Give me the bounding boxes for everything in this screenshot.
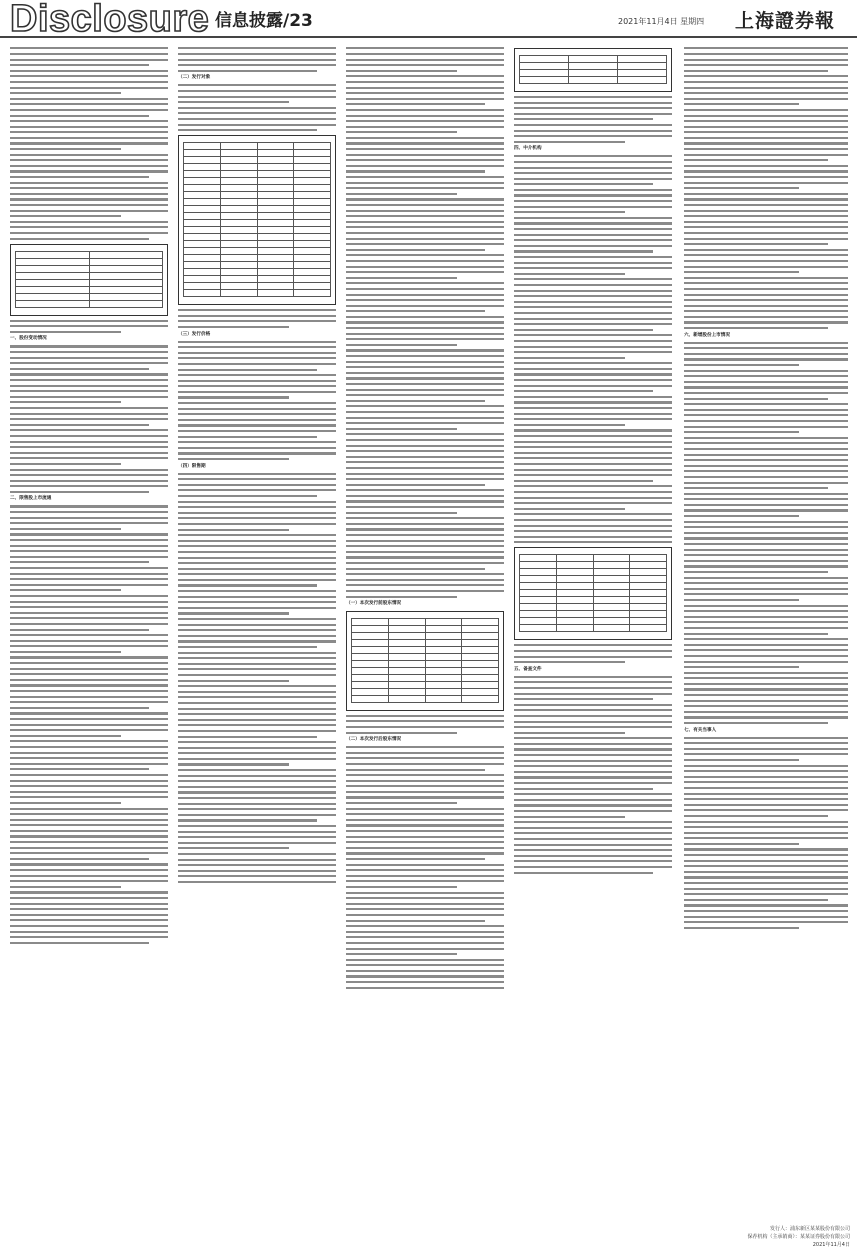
- section-heading: （二）本次发行后股东情况: [346, 737, 402, 743]
- data-table: [15, 251, 163, 308]
- data-table: [519, 55, 667, 84]
- section-heading: 六、新增股份上市情况: [684, 332, 730, 338]
- summary-table-box: [514, 48, 672, 92]
- newspaper-name: 上海證券報: [735, 10, 836, 32]
- section-heading: 一、股份变动情况: [10, 336, 47, 342]
- body-text: [178, 309, 336, 883]
- sponsor-name: 保荐机构（主承销商）：某某证券股份有限公司: [747, 1234, 850, 1240]
- column-2: [178, 44, 336, 1232]
- section-title: 信息披露/23: [215, 11, 313, 31]
- column-5: [684, 44, 848, 1232]
- data-table: [183, 142, 331, 297]
- column-1: [10, 44, 168, 1232]
- body-text: [346, 715, 504, 989]
- data-table: [351, 618, 499, 703]
- section-heading: （四）限售期: [178, 463, 206, 469]
- body-text: [346, 47, 504, 597]
- column-3: [346, 44, 504, 1232]
- signature-block: [700, 1225, 850, 1249]
- section-heading: （三）发行价格: [178, 331, 211, 337]
- body-text: [10, 320, 168, 944]
- section-heading: 二、限售股上市流通: [10, 496, 52, 502]
- body-text: [514, 644, 672, 873]
- brand-logo: Disclosure: [10, 0, 210, 40]
- section-heading: 七、有关当事人: [684, 727, 717, 733]
- section-heading: （二）发行对象: [178, 75, 211, 81]
- column-4: [514, 44, 672, 1232]
- body-text: [514, 96, 672, 543]
- signature-date: 2021年11月4日: [812, 1242, 850, 1248]
- body-text: [684, 47, 848, 929]
- holding-table-box: [514, 547, 672, 640]
- section-heading: 四、中介机构: [514, 146, 542, 152]
- body-text: [178, 47, 336, 131]
- body-text: [10, 47, 168, 239]
- issuer-name: 发行人：浦东新区某某股份有限公司: [769, 1226, 850, 1232]
- data-table-box: [178, 135, 336, 305]
- section-heading: （一）本次发行前股东情况: [346, 601, 402, 607]
- data-table: [519, 554, 667, 632]
- section-heading: 五、备查文件: [514, 666, 542, 672]
- masthead: [0, 0, 857, 38]
- issue-date: 2021年11月4日 星期四: [618, 17, 705, 26]
- notice-box: [10, 244, 168, 316]
- shareholder-table-box: [346, 611, 504, 711]
